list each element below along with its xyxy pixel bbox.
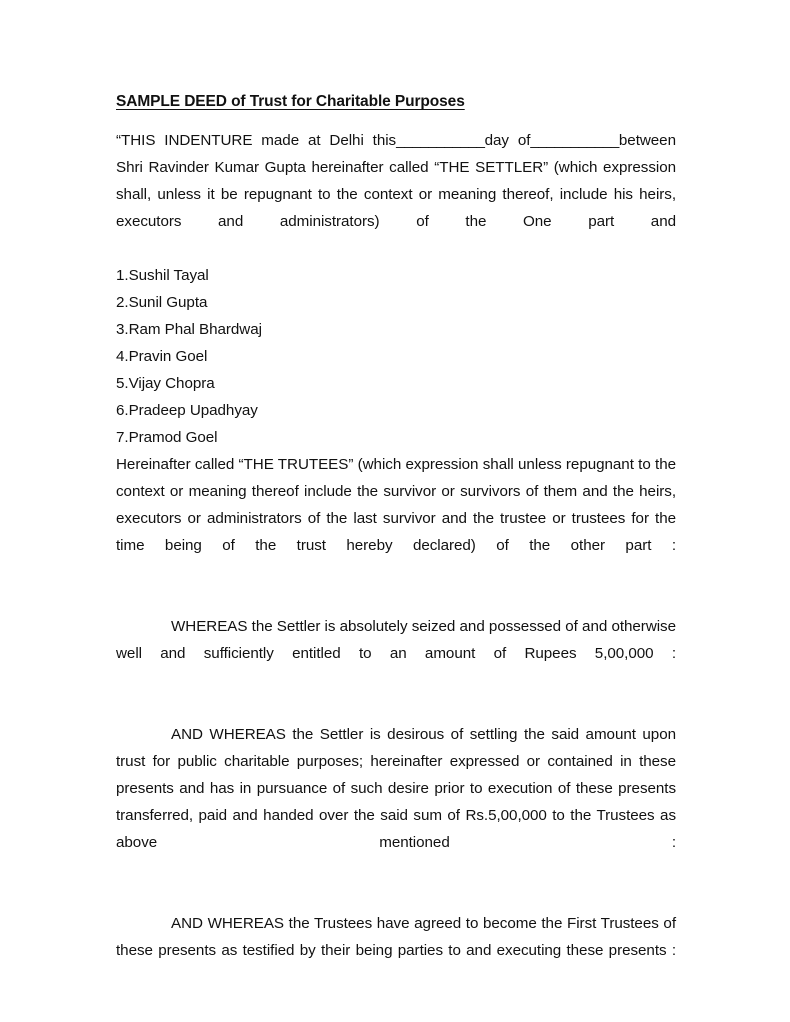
list-item xyxy=(116,289,676,316)
list-item-number: 1. xyxy=(116,267,129,284)
list-item-number: 7. xyxy=(116,429,129,446)
opening-text-between-blanks: day of xyxy=(484,132,531,149)
recital-paragraph-whereas-settler-entitled: WHEREAS the Settler is absolutely seized and possessed of and otherwise well and sufficiently entitled to an amount of Rupees 5,00,000 : xyxy=(116,618,676,662)
recital-paragraph-trustees-agreed: AND WHEREAS the Trustees have agreed to become the First Trustees of these presents as testified by their being parties to and executing these presents : xyxy=(116,915,676,959)
paragraph-spacer xyxy=(116,586,676,613)
document-title: SAMPLE DEED of Trust for Charitable Purposes xyxy=(116,93,465,110)
list-item-number: 4. xyxy=(116,348,129,365)
list-item-number: 3. xyxy=(116,321,129,338)
date-day-blank[interactable]: ___________ xyxy=(396,132,485,149)
list-item xyxy=(116,343,676,370)
list-item-number: 6. xyxy=(116,402,129,419)
list-item-number: 5. xyxy=(116,375,129,392)
document-body xyxy=(116,88,676,991)
paragraph-spacer xyxy=(116,883,676,910)
list-item-label: Pradeep Upadhyay xyxy=(128,402,258,419)
opening-paragraph xyxy=(116,127,676,262)
list-item-label: Ram Phal Bhardwaj xyxy=(128,321,262,338)
list-item xyxy=(116,424,676,451)
date-month-blank[interactable]: ___________ xyxy=(530,132,619,149)
paragraph-spacer xyxy=(116,694,676,721)
list-item-label: Sushil Tayal xyxy=(128,267,209,284)
list-item-number: 2. xyxy=(116,294,129,311)
list-item-label: Sunil Gupta xyxy=(128,294,208,311)
trustees-definition-paragraph: Hereinafter called “THE TRUTEES” (which expression shall unless repugnant to the context or meaning thereof include the survivor or survivors of them and the heirs, executors or administrators of the last survivor and the trustee or trustees for the time being of the trust hereby declared) of the other part : xyxy=(116,456,676,554)
list-item-label: Pramod Goel xyxy=(128,429,218,446)
opening-text-before-blank-one: “THIS INDENTURE made at Delhi this xyxy=(116,132,397,149)
list-item-label: Pravin Goel xyxy=(128,348,208,365)
list-item xyxy=(116,397,676,424)
list-item-label: Vijay Chopra xyxy=(128,375,215,392)
list-item xyxy=(116,262,676,289)
list-item xyxy=(116,316,676,343)
recital-paragraph-settler-desirous: AND WHEREAS the Settler is desirous of settling the said amount upon trust for public charitable purposes; hereinafter expressed or contained in these presents and has in pursuance of such desire prior to execution of these presents transferred, paid and handed over the said sum of Rs.5,00,000 to the Trustees as above mentioned : xyxy=(116,726,676,851)
list-item xyxy=(116,370,676,397)
opening-text-after-blank-two: between Shri Ravinder Kumar Gupta hereinafter called “THE SETTLER” (which expression shall, unless it be repugnant to the context or meaning thereof, include his heirs, executors and administrators) of the One part and xyxy=(116,132,676,230)
